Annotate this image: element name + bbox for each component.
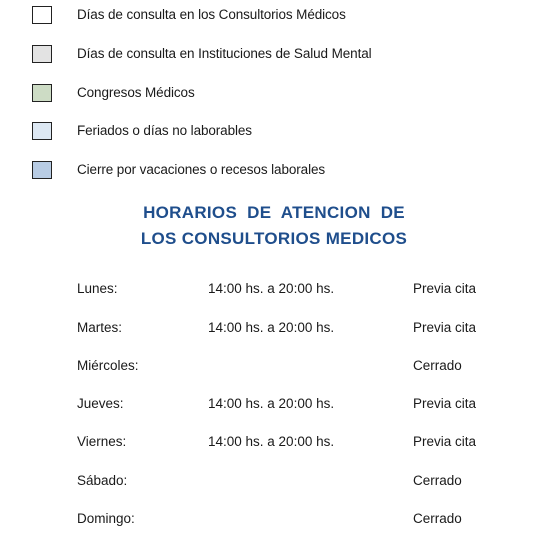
status-value: Previa cita xyxy=(413,281,477,296)
hours-value: 14:00 hs. a 20:00 hs. xyxy=(208,320,335,335)
day-label: Miércoles: xyxy=(77,358,139,373)
legend-item-feriados xyxy=(0,122,548,144)
legend-swatch xyxy=(32,6,52,24)
legend-swatch xyxy=(32,161,52,179)
legend-label: Días de consulta en Instituciones de Salud Mental xyxy=(77,46,372,61)
day-label: Jueves: xyxy=(77,396,124,411)
status-value: Cerrado xyxy=(413,473,462,488)
legend-item-consultorios xyxy=(0,6,548,28)
title-line-2: LOS CONSULTORIOS MEDICOS xyxy=(140,229,408,248)
day-label: Viernes: xyxy=(77,434,127,449)
legend-swatch xyxy=(32,84,52,102)
schedule-row-jueves xyxy=(0,395,548,415)
legend-label: Cierre por vacaciones o recesos laborales xyxy=(77,162,326,177)
hours-value: 14:00 hs. a 20:00 hs. xyxy=(208,396,335,411)
status-value: Cerrado xyxy=(413,511,462,526)
legend-label: Días de consulta en los Consultorios Médicos xyxy=(77,7,346,22)
page-title xyxy=(0,200,548,252)
title-line-1: HORARIOS DE ATENCION DE xyxy=(143,203,405,222)
legend-label: Feriados o días no laborables xyxy=(77,123,252,138)
legend-label: Congresos Médicos xyxy=(77,85,195,100)
hours-value: 14:00 hs. a 20:00 hs. xyxy=(208,434,335,449)
day-label: Domingo: xyxy=(77,511,135,526)
legend-swatch xyxy=(32,45,52,63)
status-value: Cerrado xyxy=(413,358,462,373)
legend-swatch xyxy=(32,122,52,140)
legend-item-congresos xyxy=(0,84,548,106)
schedule-row-martes xyxy=(0,319,548,339)
legend-item-vacaciones xyxy=(0,161,548,183)
schedule-row-lunes xyxy=(0,280,548,300)
schedule-row-domingo xyxy=(0,510,548,530)
status-value: Previa cita xyxy=(413,396,477,411)
hours-value: 14:00 hs. a 20:00 hs. xyxy=(208,281,335,296)
status-value: Previa cita xyxy=(413,434,477,449)
day-label: Lunes: xyxy=(77,281,118,296)
legend-item-salud-mental xyxy=(0,45,548,67)
schedule-row-viernes xyxy=(0,433,548,453)
day-label: Martes: xyxy=(77,320,123,335)
day-label: Sábado: xyxy=(77,473,128,488)
status-value: Previa cita xyxy=(413,320,477,335)
schedule-row-miercoles xyxy=(0,357,548,377)
schedule-row-sabado xyxy=(0,472,548,492)
